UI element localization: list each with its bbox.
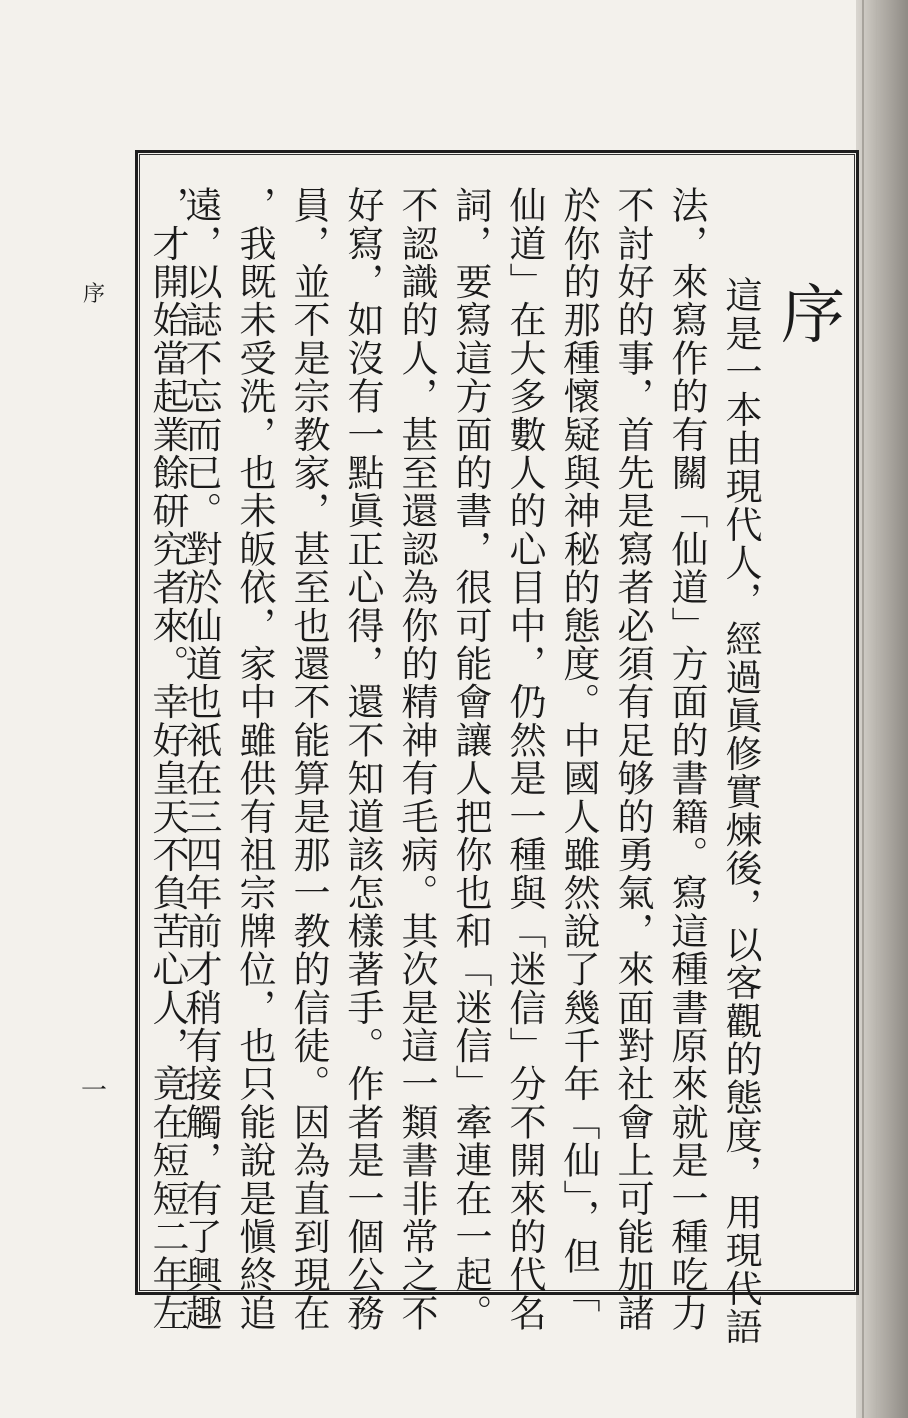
section-label: 序: [82, 282, 105, 307]
page-number: 一: [80, 1076, 107, 1106]
text-column-12: ，才開始當起業餘研究者來。幸好皇天不負苦心人，竟在短短二年左: [146, 186, 189, 1332]
text-column-9: 員，並不是宗教家，甚至也還不能算是那一教的信徒。因為直到現在: [287, 186, 330, 1332]
text-column-7: 不認識的人，甚至還認為你的精神有毛病。其次是這一類書非常之不: [395, 186, 438, 1332]
text-column-11: 遠，以誌不忘而已。對於仙道也衹在三四年前才稍有接觸，有了興趣: [179, 186, 222, 1332]
text-column-4: 於你的那種懷疑與神秘的態度。中國人雖然說了幾千年「仙」，但「: [557, 186, 600, 1314]
text-column-5: 仙道」在大多數人的心目中，仍然是一種與「迷信」分不開來的代名: [503, 186, 546, 1332]
text-column-8: 好寫，如沒有一點眞正心得，還不知道該怎樣著手。作者是一個公務: [341, 186, 384, 1332]
text-column-2: 法，來寫作的有關「仙道」方面的書籍。寫這種書原來就是一種吃力: [665, 186, 708, 1332]
text-column-10: ，我既未受洗，也未皈依，家中雖供有祖宗牌位，也只能說是愼終追: [233, 186, 276, 1332]
page-edge-shadow: [856, 0, 908, 1418]
page-title: 序: [781, 279, 845, 353]
text-column-6: 詞，要寫這方面的書，很可能會讓人把你也和「迷信」牽連在一起。: [449, 186, 492, 1332]
text-column-3: 不討好的事，首先是寫者必須有足够的勇氣，來面對社會上可能加諸: [611, 186, 654, 1332]
text-column-1: 這是一本由現代人，經過眞修實煉後，以客觀的態度，用現代語: [719, 276, 762, 1346]
